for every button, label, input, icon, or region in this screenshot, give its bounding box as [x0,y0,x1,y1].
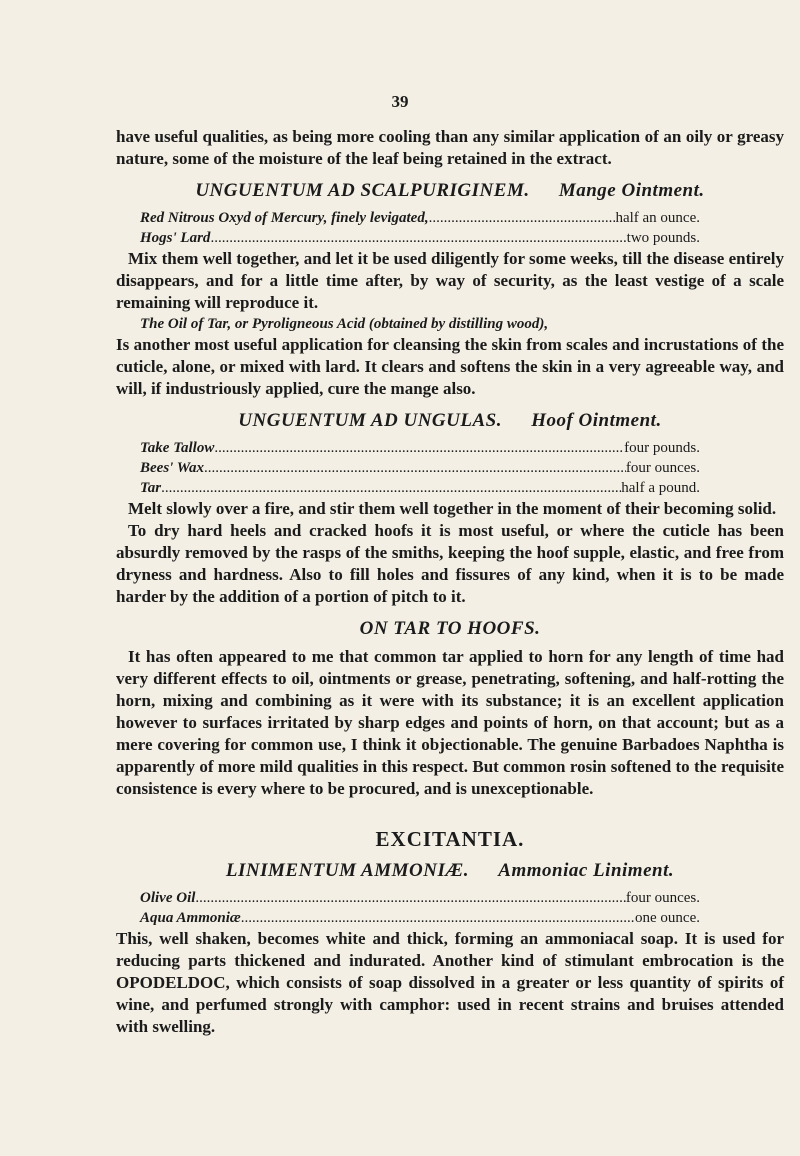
paragraph-5: To dry hard heels and cracked hoofs it is most useful, or where the cuticle has been absurdly removed by the rasps of the smiths, keeping the hoof supple, elastic, and free from dryness and hardness. Also to fill holes and fissures of any kind, when it is to be made harder by the addition of a portion of pitch to it. [116,521,784,606]
recipe-line [140,908,700,928]
heading-subtitle: Mange Ointment. [558,180,705,201]
ingredient: Hogs' Lard [140,230,211,246]
paragraph-4: Melt slowly over a fire, and stir them well together in the moment of their becoming solid. [128,499,777,518]
heading-mange-ointment [116,180,784,202]
paragraph-3: Is another most useful application for cleansing the skin from scales and incrustations of the cuticle, alone, or mixed with lard. It clears and softens the skin in a very agreeable way, and will, if industriously applied, cure the mange also. [116,335,784,398]
paragraph-2: Mix them well together, and let it be used diligently for some weeks, till the disease entirely disappears, and for a little time after, by way of security, as the least vestige of a scale remaining will reproduce it. [116,249,784,312]
ingredient: Aqua Ammoniæ [140,910,241,926]
paragraph-6: It has often appeared to me that common tar applied to horn for any length of time had very different effects to oil, ointments or grease, penetrating, softening, and half-rotting the horn, mixing and combining as it were with its substance; it is an excellent application however to surfaces irritated by sharp edges and points of horn, on that account; but as a mere covering for common use, I think it objectionable. The genuine Barbadoes Naphtha is apparently of more mild qualities in this respect. But common rosin softened to the requisite consistence is every where to be procured, and is unexceptionable. [116,647,784,798]
heading-ammoniac-liniment [116,860,784,882]
heading-hoof-ointment [116,410,784,432]
recipe-line [140,438,700,458]
recipe-line [140,208,700,228]
page-number: 39 [391,92,409,111]
paragraph-1: have useful qualities, as being more cooling than any similar application of an oily or greasy nature, some of the moisture of the leaf being retained in the extract. [116,127,784,168]
quantity: half an ounce. [615,210,700,226]
heading-title: LINIMENTUM AMMONIÆ. [225,860,470,881]
quantity: one ounce. [635,910,700,926]
heading-subtitle: Ammoniac Liniment. [498,860,675,881]
recipe-line [140,478,700,498]
section-title: EXCITANTIA. [375,827,525,851]
ingredient: Bees' Wax [140,460,205,476]
recipe-line [140,888,700,908]
heading-title: UNGUENTUM AD UNGULAS. [238,410,502,431]
tar-subheading: The Oil of Tar, or Pyroligneous Acid (obtained by distilling wood), [140,316,549,332]
quantity: four pounds. [624,440,700,456]
quantity: two pounds. [626,230,700,246]
ingredient: Olive Oil [140,890,196,906]
quantity: half a pound. [621,480,700,496]
quantity: four ounces. [625,460,700,476]
ingredient: Red Nitrous Oxyd of Mercury, finely levigated, [140,210,429,226]
recipe-line [140,458,700,478]
quantity: four ounces. [625,890,700,906]
paragraph-7: This, well shaken, becomes white and thick, forming an ammoniacal soap. It is used for reducing parts thickened and indurated. Another kind of stimulant embrocation is the OPODELDOC, which consists of soap dissolved in a greater or less quantity of spirits of wine, and perfumed strongly with camphor: used in recent strains and bruises attended with swelling. [116,929,784,1036]
page-body [116,126,784,1038]
ingredient: Take Tallow [140,440,215,456]
ingredient: Tar [140,480,162,496]
heading-title: UNGUENTUM AD SCALPURIGINEM. [195,180,530,201]
recipe-line [140,228,700,248]
heading-tar-to-hoofs: ON TAR TO HOOFS. [359,618,541,639]
heading-subtitle: Hoof Ointment. [531,410,662,431]
